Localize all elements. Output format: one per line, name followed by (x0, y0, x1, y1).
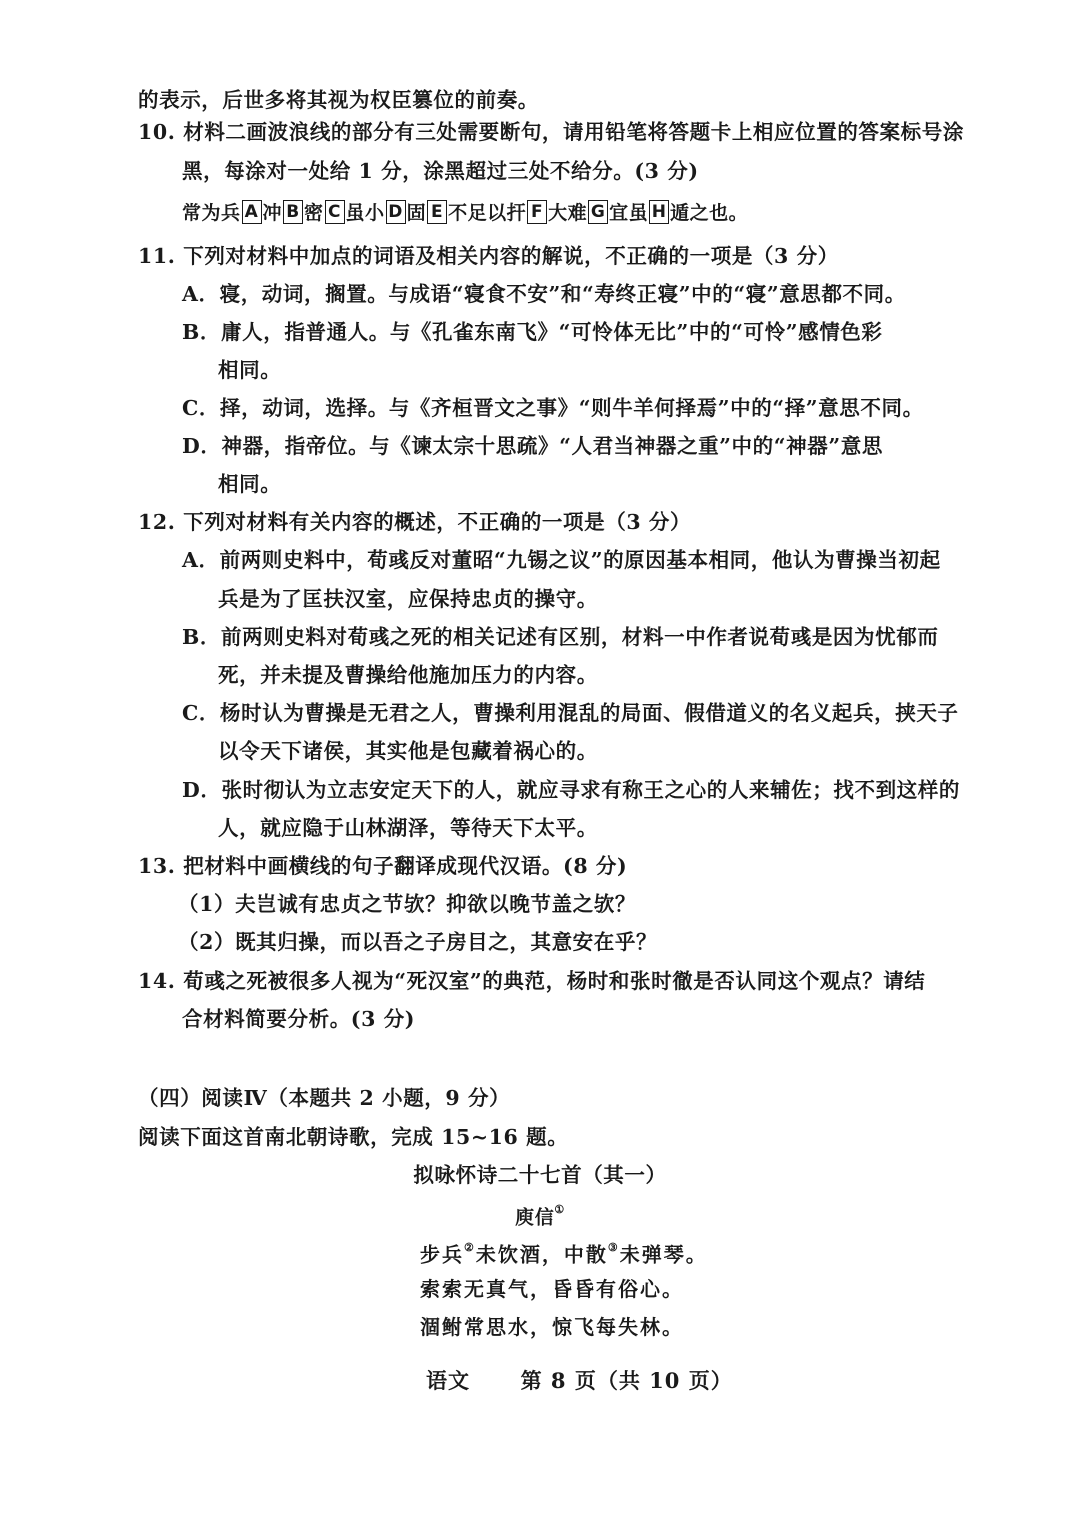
question-11-option-d-cont: 相同。 (218, 472, 282, 496)
question-number: 14. (138, 969, 176, 993)
answer-box-c[interactable]: C (325, 200, 345, 224)
question-number: 11. (138, 244, 176, 268)
question-10-line-1 (138, 118, 964, 146)
question-11-option-d: D．神器，指帝位。与《谏太宗十思疏》“人君当神器之重”中的“神器”意思 (182, 434, 883, 458)
sentence-segment: 冲 (262, 202, 283, 224)
question-12-option-a: A．前两则史料中，荀彧反对董昭“九锡之议”的原因基本相同，他认为曹操当初起 (182, 548, 941, 572)
footnote-marker: ① (554, 1203, 565, 1216)
question-12-option-c-cont: 以令天下诸侯，其实他是包藏着祸心的。 (218, 739, 598, 763)
continuation-line: 的表示，后世多将其视为权臣篡位的前奏。 (138, 88, 539, 112)
poem-title: 拟咏怀诗二十七首（其一） (413, 1163, 667, 1187)
answer-box-h[interactable]: H (649, 200, 669, 224)
question-12-option-d: D．张时彻认为立志安定天下的人，就应寻求有称王之心的人来辅佐；找不到这样的 (182, 778, 960, 802)
page-footer (426, 1367, 733, 1395)
footer-page-number: 第 8 页（共 10 页） (520, 1368, 733, 1393)
question-10-line-2: 黑，每涂对一处给 1 分，涂黑超过三处不给分。(3 分) (182, 159, 699, 183)
sentence-segment: 虽小 (345, 202, 385, 224)
question-14-line-1 (138, 967, 925, 995)
question-11-option-c: C．择，动词，选择。与《齐桓晋文之事》“则牛羊何择焉”中的“择”意思不同。 (182, 396, 924, 420)
question-text: 下列对材料有关内容的概述，不正确的一项是（3 分） (183, 510, 692, 534)
question-text: 荀彧之死被很多人视为“死汉室”的典范，杨时和张时徹是否认同这个观点？请结 (183, 969, 926, 993)
footnote-marker: ② (464, 1241, 476, 1254)
section-heading: （四）阅读Ⅳ（本题共 2 小题，9 分） (138, 1086, 511, 1110)
question-text: 把材料中画横线的句子翻译成现代汉语。(8 分) (183, 854, 628, 878)
poem-text: 未弹琴。 (619, 1242, 708, 1267)
question-text: 下列对材料中加点的词语及相关内容的解说，不正确的一项是（3 分） (183, 244, 839, 268)
sentence-segment: 常为兵 (182, 202, 241, 224)
question-13-sentence-2: （2）既其归操，而以吾之子房目之，其意安在乎？ (178, 930, 658, 954)
question-12-option-b: B．前两则史料对荀彧之死的相关记述有区别，材料一中作者说荀彧是因为忧郁而 (182, 625, 939, 649)
question-12-option-a-cont: 兵是为了匡扶汉室，应保持忠贞的操守。 (218, 587, 598, 611)
sentence-segment: 宜虽 (609, 202, 649, 224)
poem-text: 未饮酒，中散 (475, 1242, 608, 1267)
question-11-option-a: A．寝，动词，搁置。与成语“寝食不安”和“寿终正寝”中的“寝”意思都不同。 (182, 282, 906, 306)
poem-line-1 (420, 1237, 708, 1269)
question-11-option-b: B．庸人，指普通人。与《孔雀东南飞》“可怜体无比”中的“可怜”感情色彩 (182, 320, 883, 344)
answer-box-d[interactable]: D (386, 200, 406, 224)
question-11-option-b-cont: 相同。 (218, 358, 282, 382)
poem-author (0, 1199, 1080, 1231)
question-12-stem (138, 508, 691, 536)
poem-text: 步兵 (420, 1242, 464, 1267)
section-intro: 阅读下面这首南北朝诗歌，完成 15~16 题。 (138, 1125, 569, 1149)
question-11-stem (138, 242, 839, 270)
answer-box-g[interactable]: G (588, 200, 608, 224)
footer-subject: 语文 (426, 1368, 470, 1393)
question-14-line-2: 合材料简要分析。(3 分) (182, 1007, 416, 1031)
question-13-sentence-1: （1）夫岂诚有忠贞之节欤？抑欲以晚节盖之欤？ (178, 892, 636, 916)
poem-line-2: 索索无真气，昏昏有俗心。 (420, 1277, 684, 1301)
answer-box-e[interactable]: E (427, 200, 447, 224)
sentence-segment: 固 (406, 202, 427, 224)
answer-box-b[interactable]: B (283, 200, 303, 224)
answer-box-a[interactable]: A (242, 200, 262, 224)
question-text: 材料二画波浪线的部分有三处需要断句，请用铅笔将答题卡上相应位置的答案标号涂 (183, 120, 964, 144)
sentence-segment: 遁之也。 (670, 202, 749, 224)
poem-line-3: 涸鲋常思水，惊飞每失林。 (420, 1315, 684, 1339)
question-number: 13. (138, 854, 176, 878)
sentence-segment: 大难 (548, 202, 588, 224)
segmentation-sentence (182, 199, 748, 227)
question-13-stem (138, 852, 627, 880)
question-12-option-d-cont: 人，就应隐于山林湖泽，等待天下太平。 (218, 816, 598, 840)
sentence-segment: 不足以扞 (448, 202, 527, 224)
sentence-segment: 密 (304, 202, 324, 224)
question-12-option-b-cont: 死，并未提及曹操给他施加压力的内容。 (218, 663, 598, 687)
question-number: 12. (138, 510, 176, 534)
question-number: 10. (138, 120, 176, 144)
answer-box-f[interactable]: F (527, 200, 547, 224)
author-name: 庾信 (515, 1206, 555, 1229)
footnote-marker: ③ (607, 1241, 620, 1254)
question-12-option-c: C．杨时认为曹操是无君之人，曹操利用混乱的局面、假借道义的名义起兵，挟天子 (182, 701, 959, 725)
